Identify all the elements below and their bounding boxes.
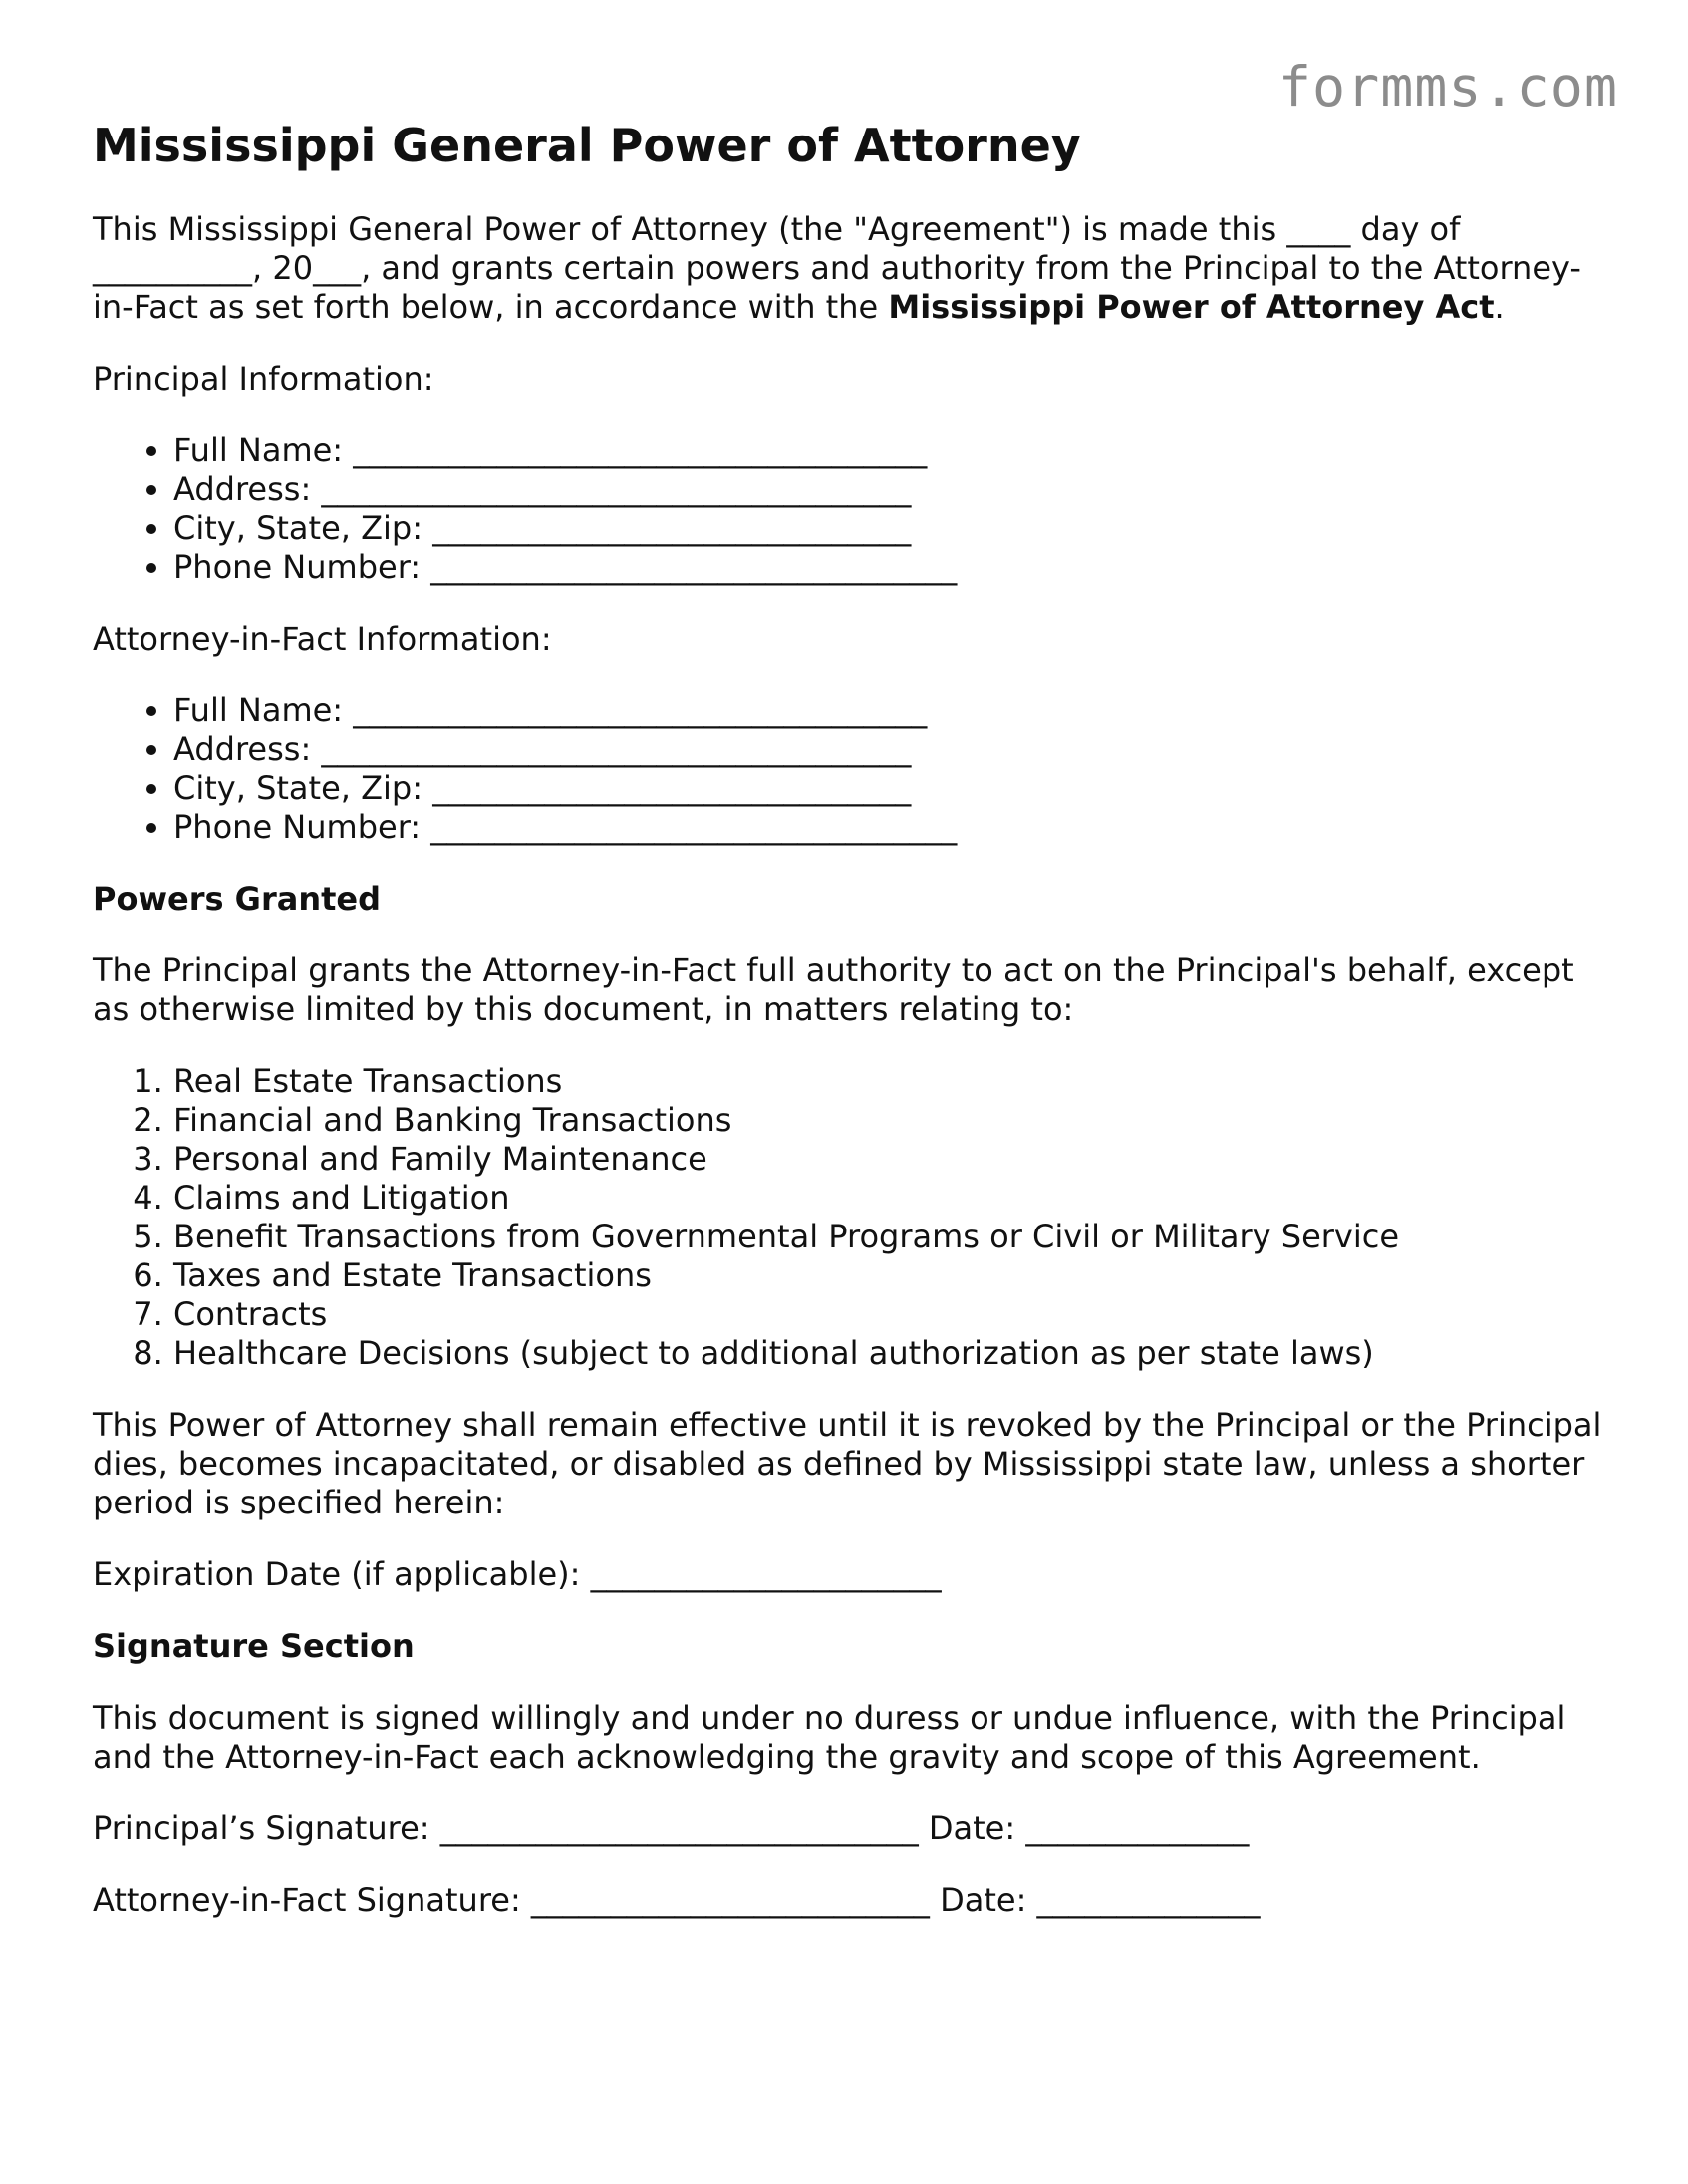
powers-intro: The Principal grants the Attorney-in-Fact full authority to act on the Principal's behalf, except as otherwise limited by this document, in matters relating to: [93,952,1574,1029]
attorney-address-field: • Address: _____________________________________ [173,730,1607,769]
attorney-heading: Attorney-in-Fact Information: [93,620,552,659]
power-item: 6. Taxes and Estate Transactions [173,1256,1607,1295]
power-item: 3. Personal and Family Maintenance [173,1140,1607,1179]
intro-act-name: Mississippi Power of Attorney Act [888,288,1495,327]
power-item: 4. Claims and Litigation [173,1179,1607,1218]
powers-heading: Powers Granted [93,880,381,919]
attorney-full-name-field: • Full Name: ____________________________________ [173,691,1607,730]
signature-heading: Signature Section [93,1627,415,1666]
intro-text: This Mississippi General Power of Attorney (the "Agreement") is made this ____ day of __________, 20___, and grants certain powers and authority from the Principal to the Attorney-in-Fact as set forth below, in accordance with the [93,210,1581,327]
power-item: 8. Healthcare Decisions (subject to additional authorization as per state laws) [173,1334,1607,1373]
power-item: 1. Real Estate Transactions [173,1062,1607,1101]
expiration-date-field: Expiration Date (if applicable): ______________________ [93,1555,942,1594]
intro-end: . [1494,288,1505,327]
powers-list [93,1062,1607,1373]
attorney-signature-line: Attorney-in-Fact Signature: _________________________ Date: ______________ [93,1881,1261,1920]
power-item: 2. Financial and Banking Transactions [173,1101,1607,1140]
intro-paragraph [93,210,1607,327]
duration-paragraph: This Power of Attorney shall remain effective until it is revoked by the Principal or the Principal dies, becomes incapacitated, or disabled as defined by Mississippi state law, unless a shorter period is specified herein: [93,1406,1602,1522]
power-item: 5. Benefit Transactions from Governmental Programs or Civil or Military Service [173,1218,1607,1256]
principal-address-field: • Address: _____________________________________ [173,470,1607,509]
watermark-text: formms.com [1277,55,1618,119]
principal-full-name-field: • Full Name: ____________________________________ [173,431,1607,470]
principal-phone-field: • Phone Number: _________________________________ [173,548,1607,587]
principal-signature-line: Principal’s Signature: ______________________________ Date: ______________ [93,1809,1250,1848]
power-item: 7. Contracts [173,1295,1607,1334]
document-title: Mississippi General Power of Attorney [93,119,1081,172]
attorney-phone-field: • Phone Number: _________________________________ [173,808,1607,847]
principal-city-state-zip-field: • City, State, Zip: ______________________________ [173,509,1607,548]
attorney-city-state-zip-field: • City, State, Zip: ______________________________ [173,769,1607,808]
document-page [93,115,1607,1953]
principal-heading: Principal Information: [93,360,434,399]
principal-fields-list [93,431,1607,587]
signature-paragraph: This document is signed willingly and under no duress or undue influence, with the Principal and the Attorney-in-Fact each acknowledging the gravity and scope of this Agreement. [93,1699,1566,1776]
attorney-fields-list [93,691,1607,847]
